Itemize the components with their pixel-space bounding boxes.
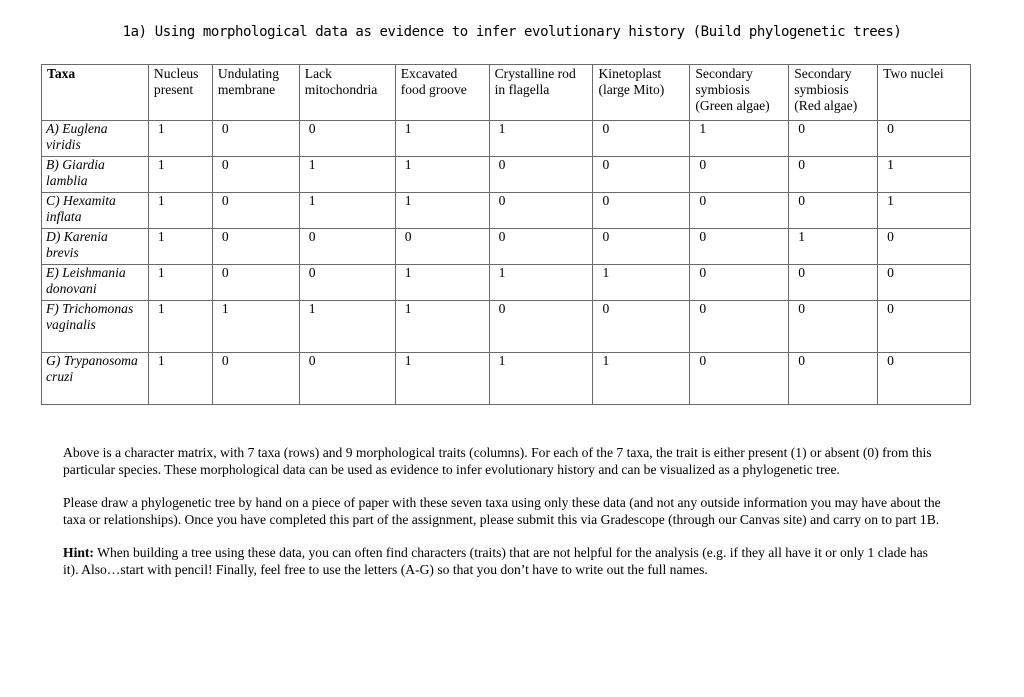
taxon-cell: A) Euglena viridis <box>42 121 149 157</box>
value-cell: 1 <box>395 193 489 229</box>
value-cell: 0 <box>395 229 489 265</box>
header-excavated-food-groove: Excavated food groove <box>395 65 489 121</box>
value-cell: 1 <box>489 265 593 301</box>
value-cell: 0 <box>593 193 690 229</box>
value-cell: 0 <box>593 301 690 353</box>
value-cell: 0 <box>489 301 593 353</box>
value-cell: 0 <box>212 157 299 193</box>
value-cell: 0 <box>789 121 878 157</box>
value-cell: 0 <box>690 301 789 353</box>
taxon-cell: E) Leishmania donovani <box>42 265 149 301</box>
value-cell: 1 <box>395 265 489 301</box>
value-cell: 0 <box>212 265 299 301</box>
value-cell: 1 <box>212 301 299 353</box>
assignment-instructions-paragraph: Please draw a phylogenetic tree by hand on a piece of paper with these seven taxa using only these data (and not any outside information you may have about the taxa or relationships). Once you have completed this part of the assignment, please submit this via Gradescope (through our Canvas site) and carry on to part 1B. <box>63 495 941 527</box>
value-cell: 1 <box>299 193 395 229</box>
value-cell: 1 <box>299 301 395 353</box>
value-cell: 0 <box>789 193 878 229</box>
table-row <box>42 301 971 353</box>
value-cell: 0 <box>878 265 971 301</box>
value-cell: 0 <box>593 229 690 265</box>
header-two-nuclei: Two nuclei <box>878 65 971 121</box>
table-row <box>42 121 971 157</box>
page-heading: 1a) Using morphological data as evidence to infer evolutionary history (Build phylogenetic trees) <box>122 24 902 40</box>
value-cell: 0 <box>593 157 690 193</box>
value-cell: 1 <box>148 265 212 301</box>
value-cell: 1 <box>148 157 212 193</box>
table-row <box>42 157 971 193</box>
value-cell: 1 <box>148 301 212 353</box>
header-taxa: Taxa <box>42 65 149 121</box>
hint-label: Hint: <box>63 545 94 560</box>
value-cell: 1 <box>593 265 690 301</box>
value-cell: 0 <box>593 121 690 157</box>
value-cell: 0 <box>878 301 971 353</box>
value-cell: 0 <box>789 301 878 353</box>
header-secondary-symbiosis-green: Secondary symbiosis (Green algae) <box>690 65 789 121</box>
value-cell: 0 <box>878 121 971 157</box>
value-cell: 0 <box>299 229 395 265</box>
value-cell: 0 <box>690 229 789 265</box>
value-cell: 0 <box>489 193 593 229</box>
value-cell: 1 <box>878 193 971 229</box>
header-nucleus-present: Nucleus present <box>148 65 212 121</box>
value-cell: 0 <box>489 157 593 193</box>
value-cell: 0 <box>690 157 789 193</box>
value-cell: 1 <box>148 193 212 229</box>
table-row <box>42 265 971 301</box>
value-cell: 0 <box>878 353 971 405</box>
value-cell: 0 <box>690 193 789 229</box>
value-cell: 0 <box>212 229 299 265</box>
value-cell: 1 <box>148 353 212 405</box>
value-cell: 0 <box>212 193 299 229</box>
hint-text: When building a tree using these data, you can often find characters (traits) that are not helpful for the analysis (e.g. if they all have it or only 1 clade has it). Also…start with pencil! Finally, feel free to use the letters (A-G) so that you don’t have to write out the full names. <box>63 545 928 577</box>
taxon-cell: F) Trichomonas vaginalis <box>42 301 149 353</box>
taxon-cell: G) Trypanosoma cruzi <box>42 353 149 405</box>
taxon-cell: D) Karenia brevis <box>42 229 149 265</box>
value-cell: 1 <box>395 157 489 193</box>
value-cell: 0 <box>299 265 395 301</box>
header-crystalline-rod: Crystalline rod in flagella <box>489 65 593 121</box>
value-cell: 1 <box>299 157 395 193</box>
value-cell: 0 <box>299 121 395 157</box>
value-cell: 0 <box>789 265 878 301</box>
table-row <box>42 353 971 405</box>
value-cell: 0 <box>690 265 789 301</box>
character-matrix-table <box>41 64 971 405</box>
header-lack-mitochondria: Lack mitochondria <box>299 65 395 121</box>
value-cell: 0 <box>878 229 971 265</box>
table-header-row <box>42 65 971 121</box>
value-cell: 1 <box>148 121 212 157</box>
matrix-description-paragraph: Above is a character matrix, with 7 taxa (rows) and 9 morphological traits (columns). For each of the 7 taxa, the trait is either present (1) or absent (0) from this particular species. These morphological data can be used as evidence to infer evolutionary history and can be visualized as a phylogenetic tree. <box>63 445 932 477</box>
table-row <box>42 229 971 265</box>
value-cell: 1 <box>690 121 789 157</box>
value-cell: 0 <box>789 353 878 405</box>
header-kinetoplast: Kinetoplast (large Mito) <box>593 65 690 121</box>
taxon-cell: B) Giardia lamblia <box>42 157 149 193</box>
value-cell: 0 <box>489 229 593 265</box>
value-cell: 1 <box>148 229 212 265</box>
value-cell: 0 <box>789 157 878 193</box>
table-row <box>42 193 971 229</box>
taxon-cell: C) Hexamita inflata <box>42 193 149 229</box>
header-undulating-membrane: Undulating membrane <box>212 65 299 121</box>
header-secondary-symbiosis-red: Secondary symbiosis (Red algae) <box>789 65 878 121</box>
value-cell: 1 <box>489 121 593 157</box>
hint-paragraph <box>63 544 943 578</box>
value-cell: 1 <box>395 121 489 157</box>
value-cell: 1 <box>395 353 489 405</box>
value-cell: 1 <box>593 353 690 405</box>
value-cell: 1 <box>395 301 489 353</box>
value-cell: 0 <box>690 353 789 405</box>
value-cell: 0 <box>212 121 299 157</box>
value-cell: 0 <box>299 353 395 405</box>
value-cell: 1 <box>878 157 971 193</box>
value-cell: 1 <box>789 229 878 265</box>
instructions-text <box>63 444 943 594</box>
value-cell: 1 <box>489 353 593 405</box>
value-cell: 0 <box>212 353 299 405</box>
